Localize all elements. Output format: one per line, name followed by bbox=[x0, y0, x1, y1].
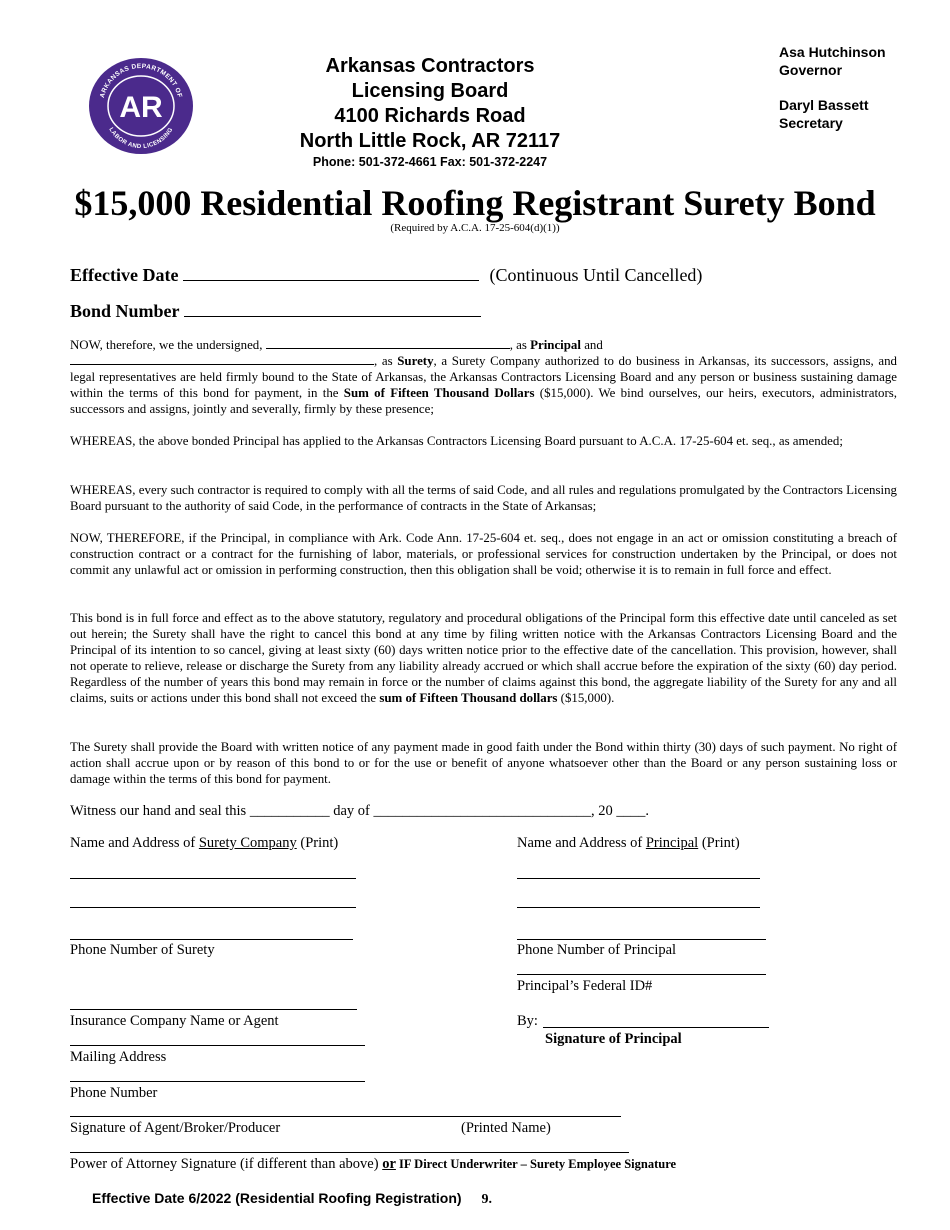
surety-name-label: Name and Address of Surety Company (Print) bbox=[70, 835, 339, 851]
insurance-company-label: Insurance Company Name or Agent bbox=[70, 1013, 279, 1029]
surety-word: Surety bbox=[397, 354, 434, 368]
effective-date-note: (Continuous Until Cancelled) bbox=[489, 265, 703, 285]
effective-date-input[interactable] bbox=[183, 280, 479, 281]
phone-number-label: Phone Number bbox=[70, 1085, 158, 1101]
principal-underlined-word: Principal bbox=[645, 835, 699, 851]
full-force-paragraph bbox=[70, 610, 897, 706]
printed-name-label: (Printed Name) bbox=[461, 1120, 551, 1136]
statute-reference: (Required by A.C.A. 17-25-604(d)(1)) bbox=[390, 222, 560, 234]
logo-text-top: ARKANSAS DEPARTMENT OF bbox=[98, 62, 184, 99]
agency-name-line1: Arkansas Contractors bbox=[325, 55, 535, 77]
governor-title: Governor bbox=[779, 62, 843, 78]
now-therefore-paragraph-2: NOW, THEREFORE, if the Principal, in compliance with Ark. Code Ann. 17-25-604 et. seq., does not engage in an act or omission constituting a breach of construction contract or a contract for the furnishing of labor, materials, or professional services for construction undertaken by the Principal, or does not commit any unlawful act or omission in performing construction, then this obligation shall be void; otherwise it is to remain in full force and effect. bbox=[70, 531, 897, 577]
surety-notice-paragraph: The Surety shall provide the Board with written notice of any payment made in good faith under the Bond within thirty (30) days of such payment. No right of action shall accrue upon or by reason of this bond to or for the use or benefit of anyone whatsoever other than the Board or any person sustaining loss or damage within the terms of this bond for payment. bbox=[70, 740, 897, 786]
para-text: ($15,000). bbox=[557, 691, 615, 705]
insurance-company-line[interactable] bbox=[70, 1009, 357, 1010]
principal-blank[interactable] bbox=[266, 348, 510, 349]
agency-phone-fax: Phone: 501-372-4661 Fax: 501-372-2247 bbox=[312, 155, 548, 169]
or-word: or bbox=[382, 1156, 396, 1172]
officials-block bbox=[779, 43, 886, 132]
para-text: and bbox=[584, 338, 603, 352]
signature-principal-label: Signature of Principal bbox=[545, 1031, 682, 1047]
agency-address-line2: North Little Rock, AR 72117 bbox=[299, 130, 561, 152]
phone-surety-label: Phone Number of Surety bbox=[70, 942, 215, 958]
surety-name-line-2[interactable] bbox=[70, 907, 356, 908]
footer bbox=[92, 1190, 492, 1208]
power-of-attorney-label: Power of Attorney Signature (if different than above) or IF Direct Underwriter – Surety Employee Signature bbox=[70, 1156, 677, 1172]
phone-number-line[interactable] bbox=[70, 1081, 365, 1082]
power-of-attorney-line[interactable] bbox=[70, 1152, 629, 1153]
para-text: This bond is in full force and effect as to the above statutory, regulatory and procedural obligations of the Principal form this effective date until canceled as set out herein; the Surety shall have the right to cancel this bond at any time by filing written notice with the Arkansas Contractors Licensing Board and the Principal of its intention to so cancel, giving at least sixty (60) days written notice prior to the effective date of the cancellation. This provision, however, shall not operate to relieve, release or discharge the Surety from any liability already accrued or which shall accrue before the expiration of the sixty (60) day period. Regardless of the number of years this bond may remain in force or the number of claims against this bond, the aggregate liability of the Surety for any and all claims, suits or actions under this bond shall not exceed the bbox=[70, 611, 897, 705]
department-logo bbox=[88, 57, 194, 155]
document-title: $15,000 Residential Roofing Registrant Surety Bond bbox=[74, 183, 876, 223]
logo-text-bottom: LABOR AND LICENSING bbox=[107, 126, 175, 151]
secretary-name: Daryl Bassett bbox=[779, 97, 869, 113]
whereas-paragraph-2: WHEREAS, every such contractor is required to comply with all the terms of said Code, and all rules and regulations promulgated by the Contractors Licensing Board pursuant to the authority of said Code, in the performance of contracts in the State of Arkansas; bbox=[70, 483, 897, 513]
bond-number-input[interactable] bbox=[184, 316, 481, 317]
sum-text: Sum of Fifteen Thousand Dollars bbox=[343, 386, 535, 400]
para-text: , as bbox=[509, 338, 531, 352]
surety-name-line-1[interactable] bbox=[70, 878, 356, 879]
now-therefore-paragraph bbox=[70, 337, 897, 417]
surety-blank[interactable] bbox=[70, 364, 374, 365]
agency-name-line2: Licensing Board bbox=[351, 80, 509, 102]
page-number: 9. bbox=[481, 1192, 493, 1207]
para-text: , as bbox=[374, 354, 398, 368]
agent-signature-label: Signature of Agent/Broker/Producer bbox=[70, 1120, 281, 1136]
bond-number-row bbox=[70, 301, 481, 322]
para-text: NOW, therefore, we the undersigned, bbox=[70, 338, 266, 352]
effective-date-label: Effective Date bbox=[70, 265, 183, 285]
secretary-title: Secretary bbox=[779, 115, 843, 131]
agent-signature-line[interactable] bbox=[70, 1116, 621, 1117]
principal-phone-line-top[interactable] bbox=[517, 939, 766, 940]
mailing-address-label: Mailing Address bbox=[70, 1049, 167, 1065]
para-text: , a Surety Company authorized to do business in Arkansas, its successors, assigns, and legal representatives are held firmly bound to the State of Arkansas, the Arkansas Contractors Licensing Board and any person or business sustaining damage within the terms of this bond for payment, in the bbox=[70, 354, 898, 400]
governor-name: Asa Hutchinson bbox=[779, 44, 886, 60]
mailing-address-line[interactable] bbox=[70, 1045, 365, 1046]
federal-id-line[interactable] bbox=[517, 974, 766, 975]
footer-effective-date: Effective Date 6/2022 (Residential Roofing Registration) bbox=[92, 1190, 462, 1206]
agency-header bbox=[270, 54, 590, 170]
principal-name-line-2[interactable] bbox=[517, 907, 760, 908]
direct-underwriter-text: IF Direct Underwriter – Surety Employee Signature bbox=[395, 1157, 677, 1171]
surety-phone-line[interactable] bbox=[70, 939, 353, 940]
principal-name-label: Name and Address of Principal (Print) bbox=[517, 835, 740, 851]
para-text: ($15,000). We bind ourselves, our heirs, executors, administrators, successors and assigns, jointly and severally, firmly by these presence; bbox=[70, 386, 898, 416]
federal-id-label: Principal’s Federal ID# bbox=[517, 978, 653, 994]
effective-date-row bbox=[70, 265, 702, 286]
surety-company-word: Surety Company bbox=[198, 835, 297, 851]
whereas-paragraph-1: WHEREAS, the above bonded Principal has applied to the Arkansas Contractors Licensing Board pursuant to A.C.A. 17-25-604 et. seq., as amended; bbox=[70, 434, 843, 448]
phone-principal-label: Phone Number of Principal bbox=[517, 942, 677, 958]
sum-text-2: sum of Fifteen Thousand dollars bbox=[379, 691, 558, 705]
agency-address-line1: 4100 Richards Road bbox=[334, 105, 526, 127]
bond-number-label: Bond Number bbox=[70, 301, 184, 321]
principal-name-line-1[interactable] bbox=[517, 878, 760, 879]
witness-line[interactable]: Witness our hand and seal this ___________ day of ______________________________, 20 ____. bbox=[70, 803, 649, 819]
principal-word: Principal bbox=[530, 338, 581, 352]
logo-monogram: AR bbox=[119, 91, 163, 124]
by-label: By: bbox=[517, 1013, 538, 1029]
principal-signature-line[interactable] bbox=[543, 1027, 769, 1028]
